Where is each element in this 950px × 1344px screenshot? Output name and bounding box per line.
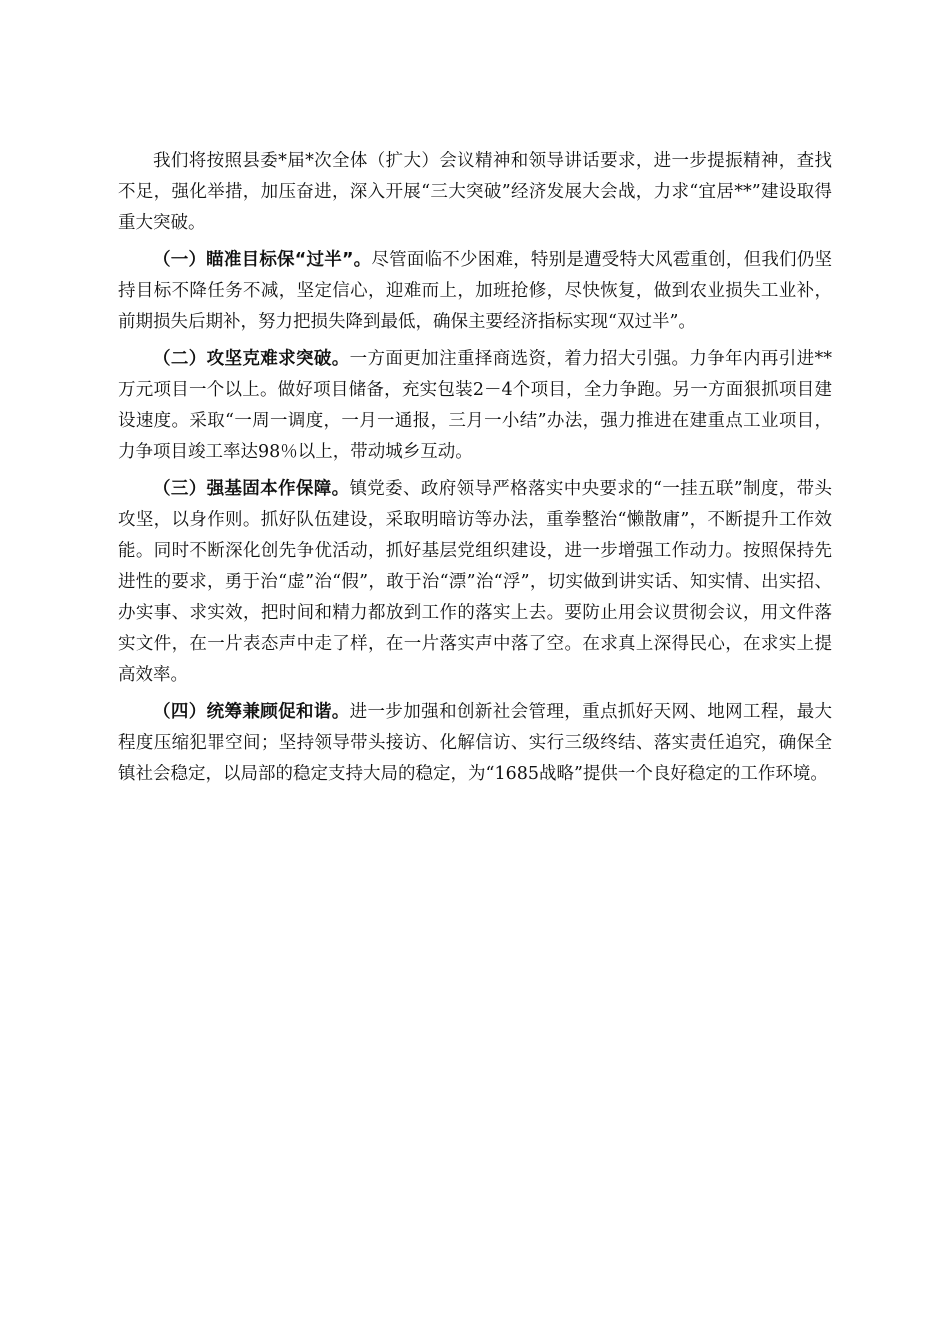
paragraph-section-4 bbox=[118, 697, 832, 790]
section-heading: （四）统筹兼顾促和谐。 bbox=[153, 702, 350, 722]
paragraph-text: 进一步加强和创新社会管理，重点抓好天网、地网工程，最大程度压缩犯罪空间；坚持领导带头接访、化解信访、实行三级终结、落实责任追究，确保全镇社会稳定，以局部的稳定支持大局的稳定，为“1685战略”提供一个良好稳定的工作环境。 bbox=[118, 702, 833, 784]
section-heading: （二）攻坚克难求突破。 bbox=[153, 349, 350, 369]
paragraph-section-2 bbox=[118, 344, 832, 468]
paragraph-text: 镇党委、政府领导严格落实中央要求的“一挂五联”制度，带头攻坚，以身作则。抓好队伍建设，采取明暗访等办法，重拳整治“懒散庸”，不断提升工作效能。同时不断深化创先争优活动，抓好基层党组织建设，进一步增强工作动力。按照保持先进性的要求，勇于治“虚”治“假”，敢于治“漂”治“浮”，切实做到讲实话、知实情、出实招、办实事、求实效，把时间和精力都放到工作的落实上去。要防止用会议贯彻会议，用文件落实文件，在一片表态声中走了样，在一片落实声中落了空。在求真上深得民心，在求实上提高效率。 bbox=[118, 479, 832, 685]
paragraph-section-3 bbox=[118, 474, 832, 691]
section-heading: （三）强基固本作保障。 bbox=[153, 479, 350, 499]
paragraph-section-1 bbox=[118, 245, 832, 338]
paragraph-intro bbox=[118, 146, 832, 239]
paragraph-text: 尽管面临不少困难，特别是遭受特大风雹重创，但我们仍坚持目标不降任务不减，坚定信心，迎难而上，加班抢修，尽快恢复，做到农业损失工业补，前期损失后期补，努力把损失降到最低，确保主要经济指标实现“双过半”。 bbox=[118, 250, 832, 332]
paragraph-text: 我们将按照县委*届*次全体（扩大）会议精神和领导讲话要求，进一步提振精神，查找不足，强化举措，加压奋进，深入开展“三大突破”经济发展大会战，力求“宜居**”建设取得重大突破。 bbox=[118, 151, 832, 233]
paragraph-text: 一方面更加注重择商选资，着力招大引强。力争年内再引进**万元项目一个以上。做好项目储备，充实包装2－4个项目，全力争跑。另一方面狠抓项目建设速度。采取“一周一调度，一月一通报，三月一小结”办法，强力推进在建重点工业项目，力争项目竣工率达98％以上，带动城乡互动。 bbox=[118, 349, 833, 462]
document-body bbox=[118, 146, 832, 796]
section-heading: （一）瞄准目标保“过半”。 bbox=[153, 250, 372, 270]
